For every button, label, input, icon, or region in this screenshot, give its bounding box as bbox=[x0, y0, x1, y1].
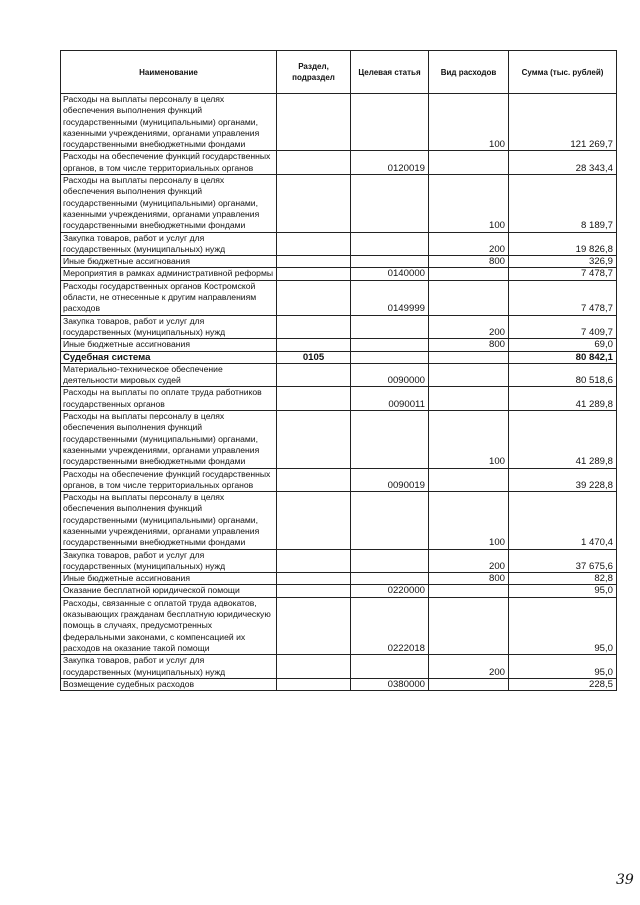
cell-name: Закупка товаров, работ и услуг для государственных (муниципальных) нужд bbox=[61, 549, 277, 573]
cell-name: Мероприятия в рамках административной реформы bbox=[61, 268, 277, 280]
cell-target: 0140000 bbox=[351, 268, 429, 280]
cell-sum: 95,0 bbox=[509, 655, 617, 679]
cell-expense bbox=[429, 351, 509, 363]
cell-section bbox=[277, 549, 351, 573]
cell-section bbox=[277, 387, 351, 411]
cell-name: Закупка товаров, работ и услуг для государственных (муниципальных) нужд bbox=[61, 232, 277, 256]
table-row bbox=[61, 492, 617, 549]
cell-target: 0090019 bbox=[351, 468, 429, 492]
cell-name: Расходы на выплаты персоналу в целях обеспечения выполнения функций государственными (муниципальными) органами, казенными учреждениями, органами управления государственными внебюджетными фондами bbox=[61, 175, 277, 232]
cell-expense bbox=[429, 280, 509, 315]
cell-target: 0090000 bbox=[351, 363, 429, 387]
cell-sum: 80 842,1 bbox=[509, 351, 617, 363]
cell-name: Расходы на выплаты персоналу в целях обеспечения выполнения функций государственными (муниципальными) органами, казенными учреждениями, органами управления государственными внебюджетными фондами bbox=[61, 411, 277, 468]
cell-sum: 39 228,8 bbox=[509, 468, 617, 492]
cell-target bbox=[351, 232, 429, 256]
table-row bbox=[61, 411, 617, 468]
cell-section bbox=[277, 94, 351, 151]
cell-section bbox=[277, 280, 351, 315]
cell-sum: 19 826,8 bbox=[509, 232, 617, 256]
cell-expense: 200 bbox=[429, 315, 509, 339]
cell-expense bbox=[429, 363, 509, 387]
cell-target bbox=[351, 655, 429, 679]
cell-section bbox=[277, 411, 351, 468]
table-row bbox=[61, 256, 617, 268]
cell-sum: 69,0 bbox=[509, 339, 617, 351]
table-row bbox=[61, 315, 617, 339]
cell-target bbox=[351, 492, 429, 549]
cell-name: Возмещение судебных расходов bbox=[61, 678, 277, 690]
cell-expense: 800 bbox=[429, 256, 509, 268]
cell-section bbox=[277, 468, 351, 492]
cell-section bbox=[277, 655, 351, 679]
table-row bbox=[61, 678, 617, 690]
cell-expense bbox=[429, 585, 509, 597]
table-row bbox=[61, 280, 617, 315]
header-section: Раздел, подраздел bbox=[277, 51, 351, 94]
cell-target: 0222018 bbox=[351, 597, 429, 654]
cell-target: 0120019 bbox=[351, 151, 429, 175]
cell-target: 0149999 bbox=[351, 280, 429, 315]
cell-name: Расходы, связанные с оплатой труда адвокатов, оказывающих гражданам бесплатную юридическую помощь в случаях, предусмотренных федеральными законами, с компенсацией их расходов на оказание такой помощи bbox=[61, 597, 277, 654]
cell-sum: 28 343,4 bbox=[509, 151, 617, 175]
cell-sum: 41 289,8 bbox=[509, 387, 617, 411]
table-row bbox=[61, 339, 617, 351]
cell-expense: 800 bbox=[429, 573, 509, 585]
budget-table bbox=[60, 50, 617, 691]
cell-target: 0090011 bbox=[351, 387, 429, 411]
table-row bbox=[61, 585, 617, 597]
cell-name: Иные бюджетные ассигнования bbox=[61, 339, 277, 351]
cell-section bbox=[277, 363, 351, 387]
cell-target bbox=[351, 94, 429, 151]
cell-sum: 8 189,7 bbox=[509, 175, 617, 232]
cell-sum: 7 478,7 bbox=[509, 280, 617, 315]
cell-expense: 100 bbox=[429, 411, 509, 468]
cell-expense: 100 bbox=[429, 492, 509, 549]
cell-name: Судебная система bbox=[61, 351, 277, 363]
cell-name: Закупка товаров, работ и услуг для государственных (муниципальных) нужд bbox=[61, 315, 277, 339]
cell-section bbox=[277, 315, 351, 339]
cell-name: Расходы на обеспечение функций государственных органов, в том числе территориальных органов bbox=[61, 151, 277, 175]
cell-sum: 95,0 bbox=[509, 597, 617, 654]
cell-section bbox=[277, 573, 351, 585]
cell-section: 0105 bbox=[277, 351, 351, 363]
cell-section bbox=[277, 339, 351, 351]
cell-sum: 326,9 bbox=[509, 256, 617, 268]
cell-sum: 7 478,7 bbox=[509, 268, 617, 280]
cell-sum: 41 289,8 bbox=[509, 411, 617, 468]
cell-target bbox=[351, 339, 429, 351]
header-target: Целевая статья bbox=[351, 51, 429, 94]
cell-target bbox=[351, 549, 429, 573]
cell-expense bbox=[429, 678, 509, 690]
cell-sum: 80 518,6 bbox=[509, 363, 617, 387]
cell-sum: 37 675,6 bbox=[509, 549, 617, 573]
cell-expense bbox=[429, 387, 509, 411]
cell-expense bbox=[429, 151, 509, 175]
cell-section bbox=[277, 492, 351, 549]
cell-expense bbox=[429, 468, 509, 492]
cell-sum: 228,5 bbox=[509, 678, 617, 690]
cell-expense: 100 bbox=[429, 94, 509, 151]
cell-expense: 200 bbox=[429, 655, 509, 679]
cell-expense: 100 bbox=[429, 175, 509, 232]
cell-section bbox=[277, 175, 351, 232]
table-row bbox=[61, 549, 617, 573]
cell-name: Расходы на выплаты персоналу в целях обеспечения выполнения функций государственными (муниципальными) органами, казенными учреждениями, органами управления государственными внебюджетными фондами bbox=[61, 94, 277, 151]
cell-target bbox=[351, 315, 429, 339]
table-row bbox=[61, 151, 617, 175]
cell-section bbox=[277, 678, 351, 690]
cell-section bbox=[277, 151, 351, 175]
cell-target bbox=[351, 256, 429, 268]
cell-sum: 121 269,7 bbox=[509, 94, 617, 151]
cell-name: Закупка товаров, работ и услуг для государственных (муниципальных) нужд bbox=[61, 655, 277, 679]
table-row bbox=[61, 387, 617, 411]
cell-section bbox=[277, 256, 351, 268]
cell-section bbox=[277, 585, 351, 597]
table-row bbox=[61, 94, 617, 151]
cell-target bbox=[351, 411, 429, 468]
header-name: Наименование bbox=[61, 51, 277, 94]
cell-name: Расходы на выплаты по оплате труда работников государственных органов bbox=[61, 387, 277, 411]
cell-target: 0220000 bbox=[351, 585, 429, 597]
page-number: 39 bbox=[616, 872, 634, 888]
cell-name: Расходы на обеспечение функций государственных органов, в том числе территориальных органов bbox=[61, 468, 277, 492]
cell-section bbox=[277, 232, 351, 256]
cell-expense: 200 bbox=[429, 549, 509, 573]
cell-target bbox=[351, 175, 429, 232]
cell-sum: 1 470,4 bbox=[509, 492, 617, 549]
cell-target: 0380000 bbox=[351, 678, 429, 690]
table-row bbox=[61, 573, 617, 585]
cell-expense bbox=[429, 268, 509, 280]
cell-expense: 200 bbox=[429, 232, 509, 256]
cell-target bbox=[351, 573, 429, 585]
cell-section bbox=[277, 597, 351, 654]
table-row bbox=[61, 597, 617, 654]
cell-sum: 82,8 bbox=[509, 573, 617, 585]
table-row bbox=[61, 232, 617, 256]
table-row bbox=[61, 655, 617, 679]
header-sum: Сумма (тыс. рублей) bbox=[509, 51, 617, 94]
cell-name: Оказание бесплатной юридической помощи bbox=[61, 585, 277, 597]
cell-name: Расходы государственных органов Костромской области, не отнесенные к другим направлениям расходов bbox=[61, 280, 277, 315]
header-row bbox=[61, 51, 617, 94]
cell-section bbox=[277, 268, 351, 280]
cell-expense bbox=[429, 597, 509, 654]
cell-expense: 800 bbox=[429, 339, 509, 351]
cell-name: Иные бюджетные ассигнования bbox=[61, 573, 277, 585]
cell-name: Расходы на выплаты персоналу в целях обеспечения выполнения функций государственными (муниципальными) органами, казенными учреждениями, органами управления государственными внебюджетными фондами bbox=[61, 492, 277, 549]
table-row bbox=[61, 351, 617, 363]
table-row bbox=[61, 268, 617, 280]
header-expense: Вид расходов bbox=[429, 51, 509, 94]
cell-sum: 7 409,7 bbox=[509, 315, 617, 339]
cell-target bbox=[351, 351, 429, 363]
table-row bbox=[61, 468, 617, 492]
table-row bbox=[61, 363, 617, 387]
cell-sum: 95,0 bbox=[509, 585, 617, 597]
cell-name: Материально-техническое обеспечение деятельности мировых судей bbox=[61, 363, 277, 387]
table-row bbox=[61, 175, 617, 232]
cell-name: Иные бюджетные ассигнования bbox=[61, 256, 277, 268]
